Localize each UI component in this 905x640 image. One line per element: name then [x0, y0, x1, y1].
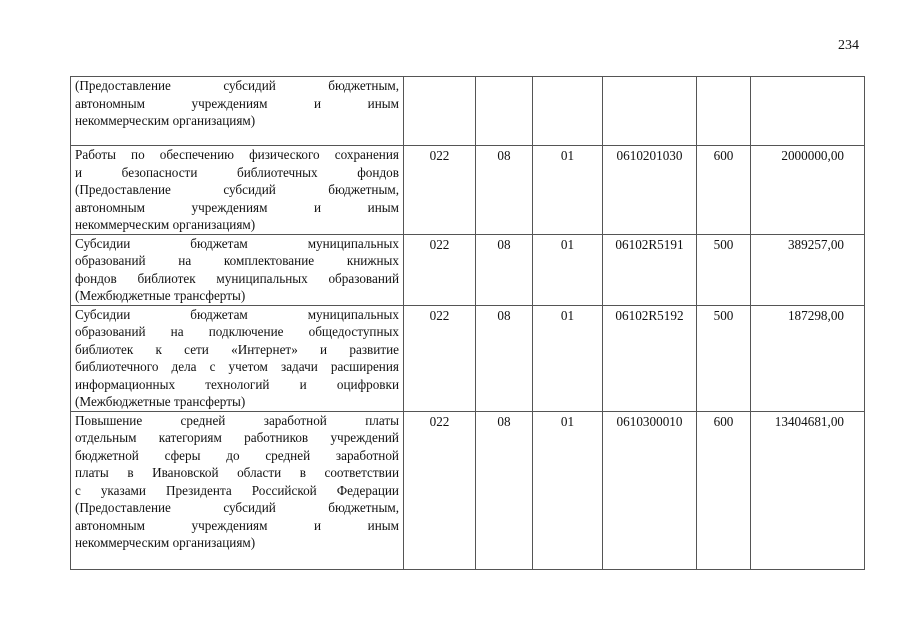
description-line: автономным учреждениям и иным: [75, 95, 399, 111]
expense-type-cell: 500: [697, 234, 751, 305]
subsection-code-cell: 01: [533, 305, 603, 411]
description-line: бюджетной сферы до средней заработной: [75, 447, 399, 463]
description-line: (Межбюджетные трансферты): [75, 288, 246, 303]
table-row: [71, 77, 865, 146]
expense-type-cell: 600: [697, 411, 751, 569]
subsection-code-cell: 01: [533, 411, 603, 569]
section-code-cell: 08: [476, 146, 533, 235]
amount-cell: [751, 77, 865, 146]
description-line: (Предоставление субсидий бюджетным,: [75, 78, 399, 93]
description-line: Повышение средней заработной платы: [75, 412, 399, 428]
amount-cell: 13404681,00: [751, 411, 865, 569]
subsection-code-cell: [533, 77, 603, 146]
budget-table: [70, 76, 865, 570]
ministry-code-cell: 022: [404, 234, 476, 305]
subsection-code-cell: 01: [533, 234, 603, 305]
description-line: (Межбюджетные трансферты): [75, 394, 246, 409]
row-description: [71, 234, 404, 305]
description-line: некоммерческим организациям): [75, 217, 256, 232]
description-line: автономным учреждениям и иным: [75, 199, 399, 215]
amount-cell: 2000000,00: [751, 146, 865, 235]
description-line: платы в Ивановской области в соответствии: [75, 465, 399, 480]
description-line: и безопасности библиотечных фондов: [75, 164, 399, 180]
row-description: [71, 305, 404, 411]
section-code-cell: 08: [476, 234, 533, 305]
target-article-cell: [603, 77, 697, 146]
ministry-code-cell: [404, 77, 476, 146]
description-line: (Предоставление субсидий бюджетным,: [75, 182, 399, 197]
description-line: Субсидии бюджетам муниципальных: [75, 306, 399, 322]
row-description: [71, 411, 404, 569]
amount-cell: 187298,00: [751, 305, 865, 411]
section-code-cell: [476, 77, 533, 146]
row-description: [71, 77, 404, 146]
description-line: библиотечного дела с учетом задачи расширения: [75, 359, 399, 374]
description-line: Субсидии бюджетам муниципальных: [75, 235, 399, 251]
table-row: [71, 234, 865, 305]
target-article-cell: 0610300010: [603, 411, 697, 569]
page-number: 234: [838, 38, 859, 53]
description-line: образований на подключение общедоступных: [75, 324, 399, 339]
target-article-cell: 06102R5192: [603, 305, 697, 411]
table-body: [71, 77, 865, 570]
description-line: некоммерческим организациям): [75, 113, 256, 128]
description-line: отдельным категориям работников учреждений: [75, 430, 399, 445]
description-line: фондов библиотек муниципальных образований: [75, 270, 399, 286]
ministry-code-cell: 022: [404, 411, 476, 569]
description-line: образований на комплектование книжных: [75, 253, 399, 268]
section-code-cell: 08: [476, 305, 533, 411]
expense-type-cell: 600: [697, 146, 751, 235]
ministry-code-cell: 022: [404, 305, 476, 411]
target-article-cell: 0610201030: [603, 146, 697, 235]
description-line: (Предоставление субсидий бюджетным,: [75, 500, 399, 515]
ministry-code-cell: 022: [404, 146, 476, 235]
row-description: [71, 146, 404, 235]
amount-cell: 389257,00: [751, 234, 865, 305]
table-row: [71, 411, 865, 569]
target-article-cell: 06102R5191: [603, 234, 697, 305]
description-line: библиотек к сети «Интернет» и развитие: [75, 341, 399, 357]
description-line: автономным учреждениям и иным: [75, 517, 399, 533]
description-line: с указами Президента Российской Федерации: [75, 482, 399, 498]
description-line: Работы по обеспечению физического сохранения: [75, 147, 399, 162]
table-row: [71, 305, 865, 411]
description-line: информационных технологий и оцифровки: [75, 376, 399, 392]
subsection-code-cell: 01: [533, 146, 603, 235]
description-line: некоммерческим организациям): [75, 535, 256, 550]
expense-type-cell: [697, 77, 751, 146]
section-code-cell: 08: [476, 411, 533, 569]
table-row: [71, 146, 865, 235]
expense-type-cell: 500: [697, 305, 751, 411]
